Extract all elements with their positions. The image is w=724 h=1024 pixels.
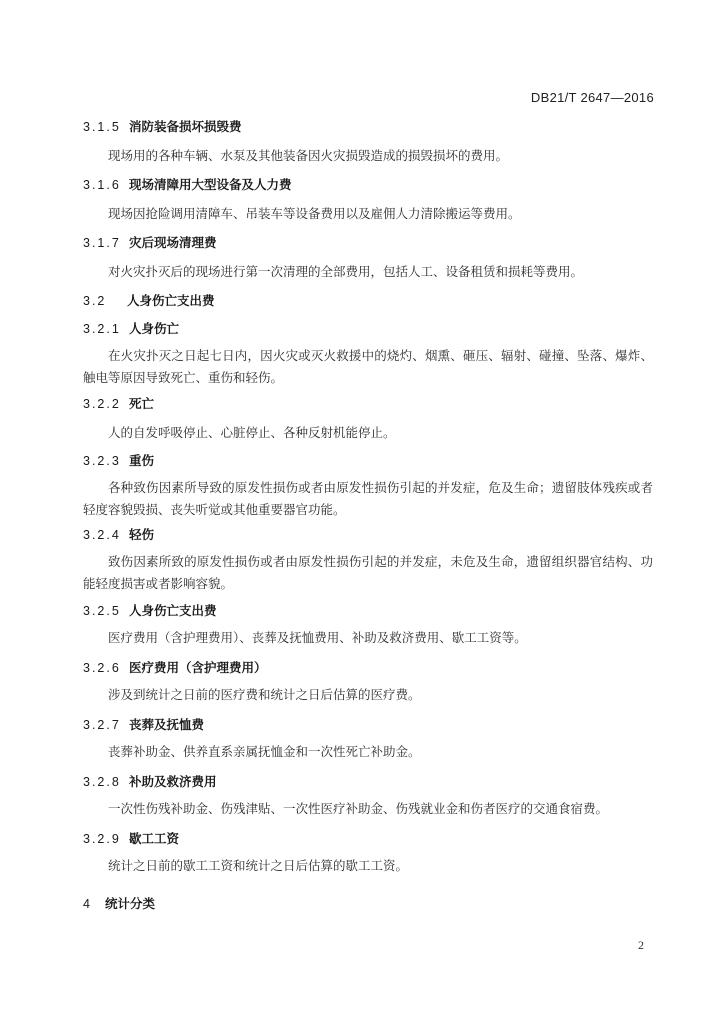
section-number: 3.2.1 xyxy=(83,322,121,336)
section-heading xyxy=(83,319,179,337)
section-title: 轻伤 xyxy=(129,527,155,542)
section-number: 3.1.6 xyxy=(83,178,121,192)
section-title: 消防装备损坏损毁费 xyxy=(129,119,242,134)
section-heading xyxy=(83,117,242,135)
section-number: 3.2 xyxy=(83,294,107,308)
section-number: 3.2.7 xyxy=(83,718,121,732)
section-number: 3.1.7 xyxy=(83,236,121,250)
page-number: 2 xyxy=(638,938,644,952)
section-title: 重伤 xyxy=(129,453,155,468)
section-heading xyxy=(83,291,215,309)
section-heading xyxy=(83,525,154,543)
section-paragraph: 涉及到统计之日前的医疗费和统计之日后估算的医疗费。 xyxy=(108,687,421,702)
section-paragraph: 各种致伤因素所导致的原发性损伤或者由原发性损伤引起的并发症，危及生命；遗留肢体残疾或者轻度容貌毁损、丧失听觉或其他重要器官功能。 xyxy=(83,480,653,517)
section-paragraph: 现场因抢险调用清障车、吊装车等设备费用以及雇佣人力清除搬运等费用。 xyxy=(108,206,521,221)
section-number: 3.2.8 xyxy=(83,775,121,789)
section-heading xyxy=(83,394,154,412)
section-paragraph: 人的自发呼吸停止、心脏停止、各种反射机能停止。 xyxy=(108,425,396,440)
section-heading xyxy=(83,175,292,193)
section-number: 3.2.3 xyxy=(83,454,121,468)
section-heading xyxy=(83,772,217,790)
section-title: 死亡 xyxy=(129,396,155,411)
section-title: 补助及救济费用 xyxy=(129,774,217,789)
section-title: 丧葬及抚恤费 xyxy=(129,717,205,732)
section-number: 3.1.5 xyxy=(83,120,121,134)
section-heading xyxy=(83,894,155,912)
section-heading xyxy=(83,829,179,847)
document-code: DB21/T 2647—2016 xyxy=(530,90,654,105)
section-number: 3.2.4 xyxy=(83,528,121,542)
section-heading xyxy=(83,601,217,619)
section-paragraph: 丧葬补助金、供养直系亲属抚恤金和一次性死亡补助金。 xyxy=(108,744,421,759)
section-heading xyxy=(83,658,267,676)
section-heading xyxy=(83,451,154,469)
section-number: 3.2.5 xyxy=(83,604,121,618)
section-paragraph: 对火灾扑灭后的现场进行第一次清理的全部费用，包括人工、设备租赁和损耗等费用。 xyxy=(108,264,584,279)
section-paragraph: 现场用的各种车辆、水泵及其他装备因火灾损毁造成的损毁损坏的费用。 xyxy=(108,148,509,163)
section-number: 3.2.2 xyxy=(83,397,121,411)
section-number: 4 xyxy=(83,897,92,911)
section-title: 现场清障用大型设备及人力费 xyxy=(129,177,292,192)
section-title: 医疗费用（含护理费用） xyxy=(129,660,267,675)
section-title: 统计分类 xyxy=(105,896,156,911)
section-paragraph: 医疗费用（含护理费用）、丧葬及抚恤费用、补助及救济费用、歇工工资等。 xyxy=(108,630,527,645)
section-title: 灾后现场清理费 xyxy=(129,235,217,250)
section-title: 人身伤亡支出费 xyxy=(127,293,215,308)
section-heading xyxy=(83,233,217,251)
section-paragraph: 统计之日前的歇工工资和统计之日后估算的歇工工资。 xyxy=(108,858,409,873)
section-number: 3.2.6 xyxy=(83,661,121,675)
section-title: 人身伤亡支出费 xyxy=(129,603,217,618)
section-paragraph: 致伤因素所致的原发性损伤或者由原发性损伤引起的并发症，未危及生命，遗留组织器官结构、功能轻度损害或者影响容貌。 xyxy=(83,554,653,591)
section-heading xyxy=(83,715,204,733)
section-title: 人身伤亡 xyxy=(129,321,180,336)
section-paragraph: 在火灾扑灭之日起七日内，因火灾或灭火救援中的烧灼、烟熏、砸压、辐射、碰撞、坠落、爆炸、触电等原因导致死亡、重伤和轻伤。 xyxy=(83,348,653,385)
section-paragraph: 一次性伤残补助金、伤残津贴、一次性医疗补助金、伤残就业金和伤者医疗的交通食宿费。 xyxy=(108,801,609,816)
section-number: 3.2.9 xyxy=(83,832,121,846)
section-title: 歇工工资 xyxy=(129,831,180,846)
